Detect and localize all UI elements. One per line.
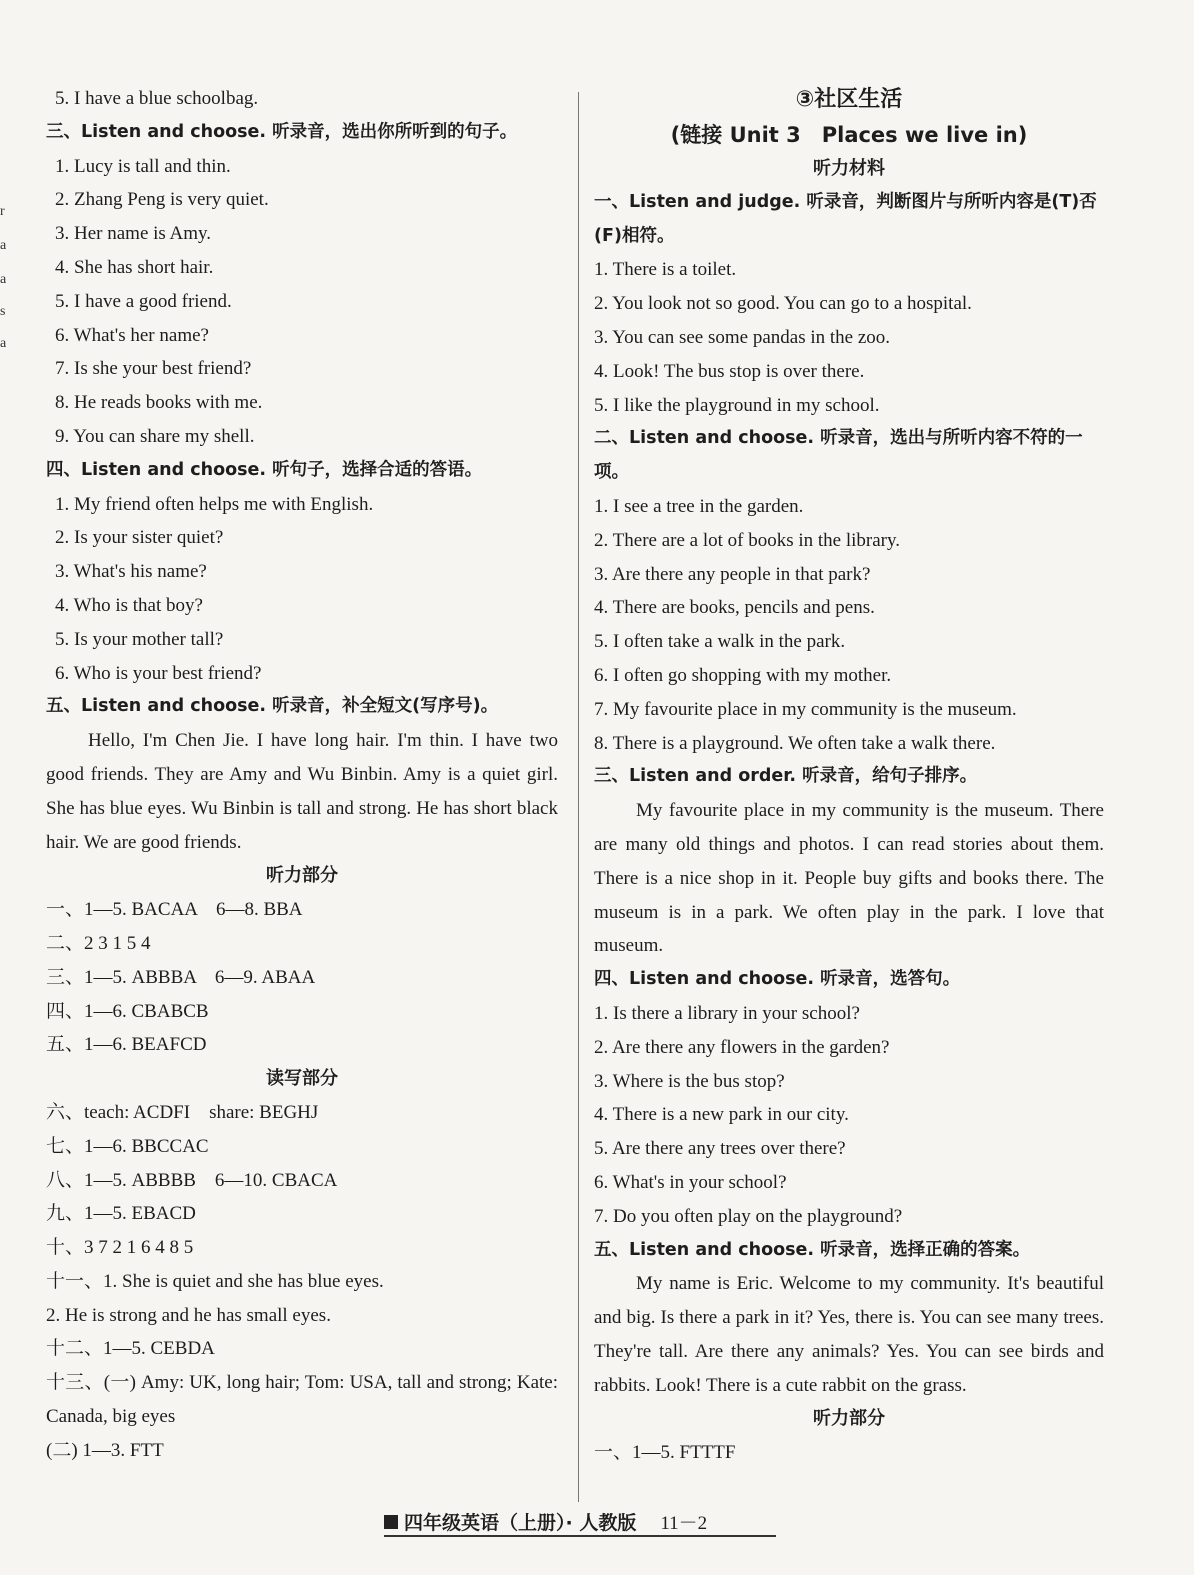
text-line: 4. There is a new park in our city. [594, 1104, 849, 1126]
text-line: 7. My favourite place in my community is the museum. [594, 698, 1017, 720]
text-line: 8. He reads books with me. [55, 392, 263, 414]
text-line: 三、1—5. ABBBA 6—9. ABAA [46, 966, 316, 988]
text-line: 1. I see a tree in the garden. [594, 495, 804, 517]
passage [594, 1267, 1104, 1402]
edge-letter: a [0, 336, 7, 351]
text-line: 1. Lucy is tall and thin. [55, 155, 231, 177]
text-line: 8. There is a playground. We often take a walk there. [594, 732, 996, 754]
sentence-list [46, 150, 558, 454]
text-line: 6. I often go shopping with my mother. [594, 664, 892, 686]
passage-text: Hello, I'm Chen Jie. I have long hair. I'm thin. I have two good friends. They are Amy and Wu Binbin. Amy is a quiet girl. She has blue eyes. Wu Binbin is tall and strong. He has short black hair. We are good friends. [46, 730, 558, 853]
page-number: 11－2 [660, 1513, 708, 1534]
text-line: 3. Where is the bus stop? [594, 1070, 785, 1092]
section-heading: 三、Listen and choose. 听录音，选出你所听到的句子。 [46, 121, 518, 142]
answer-line: 一、1—5. FTTTF [594, 1442, 736, 1464]
text-line: 3. Her name is Amy. [55, 223, 212, 245]
section-heading: 四、Listen and choose. 听录音，选答句。 [594, 969, 961, 990]
text-line: 一、1—5. BACAA 6—8. BBA [46, 899, 303, 921]
text-line: 4. Who is that boy? [55, 594, 203, 616]
text-line: 4. Look! The bus stop is over there. [594, 360, 865, 382]
sentence-list [594, 253, 1104, 422]
text-line: 6. What's in your school? [594, 1171, 787, 1193]
passage [594, 794, 1104, 963]
text-line: 1. My friend often helps me with English. [55, 493, 374, 515]
text-line: 五、1—6. BEAFCD [46, 1034, 207, 1056]
edge-letter: a [0, 238, 7, 253]
text-line: 3. You can see some pandas in the zoo. [594, 326, 891, 348]
section-heading: 三、Listen and order. 听录音，给句子排序。 [594, 766, 978, 787]
section-title: 听力部分 [813, 1408, 885, 1430]
text-line: 七、1—6. BBCCAC [46, 1135, 209, 1157]
text-line: 5. I have a blue schoolbag. [55, 88, 259, 109]
text-line: 7. Do you often play on the playground? [594, 1205, 903, 1227]
text-line: 十二、1—5. CEBDA [46, 1338, 215, 1360]
footer-rule [384, 1535, 776, 1537]
text-line: 4. She has short hair. [55, 256, 214, 278]
text-line: 四、1—6. CBABCB [46, 1000, 209, 1022]
book-title: 四年级英语（上册）· 人教版 [404, 1512, 637, 1534]
unit-title: ③社区生活 [795, 87, 903, 112]
text-line: 6. What's her name? [55, 324, 209, 346]
section-title: 听力部分 [266, 865, 338, 887]
sentence-list [594, 997, 1104, 1234]
text-line: 3. Are there any people in that park? [594, 563, 871, 585]
material-title: 听力材料 [813, 158, 885, 179]
text-line: 八、1—5. ABBBB 6—10. CBACA [46, 1169, 338, 1191]
section-heading: 五、Listen and choose. 听录音，补全短文(写序号)。 [46, 696, 499, 717]
text-line: 六、teach: ACDFI share: BEGHJ [46, 1101, 319, 1123]
section-heading: 一、Listen and judge. 听录音，判断图片与所听内容是(T)否(F)相符。 [594, 191, 1097, 246]
passage [46, 724, 558, 859]
text-line: 2. Is your sister quiet? [55, 527, 224, 549]
text-line: 九、1—5. EBACD [46, 1203, 196, 1225]
section-title: 读写部分 [266, 1068, 338, 1090]
text-line: 2. There are a lot of books in the library. [594, 529, 901, 551]
sentence-list [46, 488, 558, 691]
text-line: 4. There are books, pencils and pens. [594, 597, 875, 619]
text-line: 1. There is a toilet. [594, 259, 737, 281]
unit-subtitle: (链接 Unit 3 Places we live in) [670, 123, 1028, 147]
answer-list [46, 893, 558, 1062]
text-line: 5. I often take a walk in the park. [594, 631, 846, 653]
section-heading: 四、Listen and choose. 听句子，选择合适的答语。 [46, 459, 483, 480]
sentence-list [594, 490, 1104, 760]
right-column [594, 82, 1104, 1470]
text-line: 5. Are there any trees over there? [594, 1138, 846, 1160]
text-line: 6. Who is your best friend? [55, 662, 262, 684]
text-line: 1. Is there a library in your school? [594, 1002, 860, 1024]
edge-letter: r [0, 204, 5, 219]
answer-list [46, 1096, 558, 1366]
page-footer [384, 1508, 707, 1535]
text-line: 5. Is your mother tall? [55, 628, 224, 650]
text-line: 二、2 3 1 5 4 [46, 932, 151, 954]
text-line: 9. You can share my shell. [55, 425, 255, 447]
edge-letter: a [0, 272, 7, 287]
text-line: 2. He is strong and he has small eyes. [46, 1304, 331, 1326]
text-line: 5. I like the playground in my school. [594, 394, 880, 416]
text-line: 2. You look not so good. You can go to a hospital. [594, 293, 972, 315]
column-divider [578, 92, 579, 1502]
text-line: 十、3 7 2 1 6 4 8 5 [46, 1237, 194, 1259]
answer-13b: (二) 1—3. FTT [46, 1439, 164, 1461]
text-line: 3. What's his name? [55, 561, 207, 583]
square-icon [384, 1515, 398, 1529]
passage-text: My favourite place in my community is the museum. There are many old things and photos. I can read stories about them. There is a nice shop in it. People buy gifts and books there. The museum is in a park. We often play in the park. I love that museum. [594, 800, 1104, 957]
answer-13: 十三、(一) Amy: UK, long hair; Tom: USA, tall and strong; Kate: Canada, big eyes [46, 1372, 558, 1428]
text-line: 2. Zhang Peng is very quiet. [55, 189, 269, 211]
text-line: 2. Are there any flowers in the garden? [594, 1036, 890, 1058]
section-heading: 五、Listen and choose. 听录音，选择正确的答案。 [594, 1239, 1031, 1260]
text-line: 7. Is she your best friend? [55, 358, 252, 380]
text-line: 5. I have a good friend. [55, 290, 232, 312]
passage-text: My name is Eric. Welcome to my community. It's beautiful and big. Is there a park in it? Yes, there is. You can see many trees. They're tall. Are there any animals? Yes. You can see birds and rabbits. Look! There is a cute rabbit on the grass. [594, 1273, 1104, 1396]
text-line: 十一、1. She is quiet and she has blue eyes. [46, 1270, 384, 1292]
left-column [46, 82, 558, 1468]
section-heading: 二、Listen and choose. 听录音，选出与所听内容不符的一项。 [594, 428, 1083, 483]
edge-letter: s [0, 304, 6, 319]
